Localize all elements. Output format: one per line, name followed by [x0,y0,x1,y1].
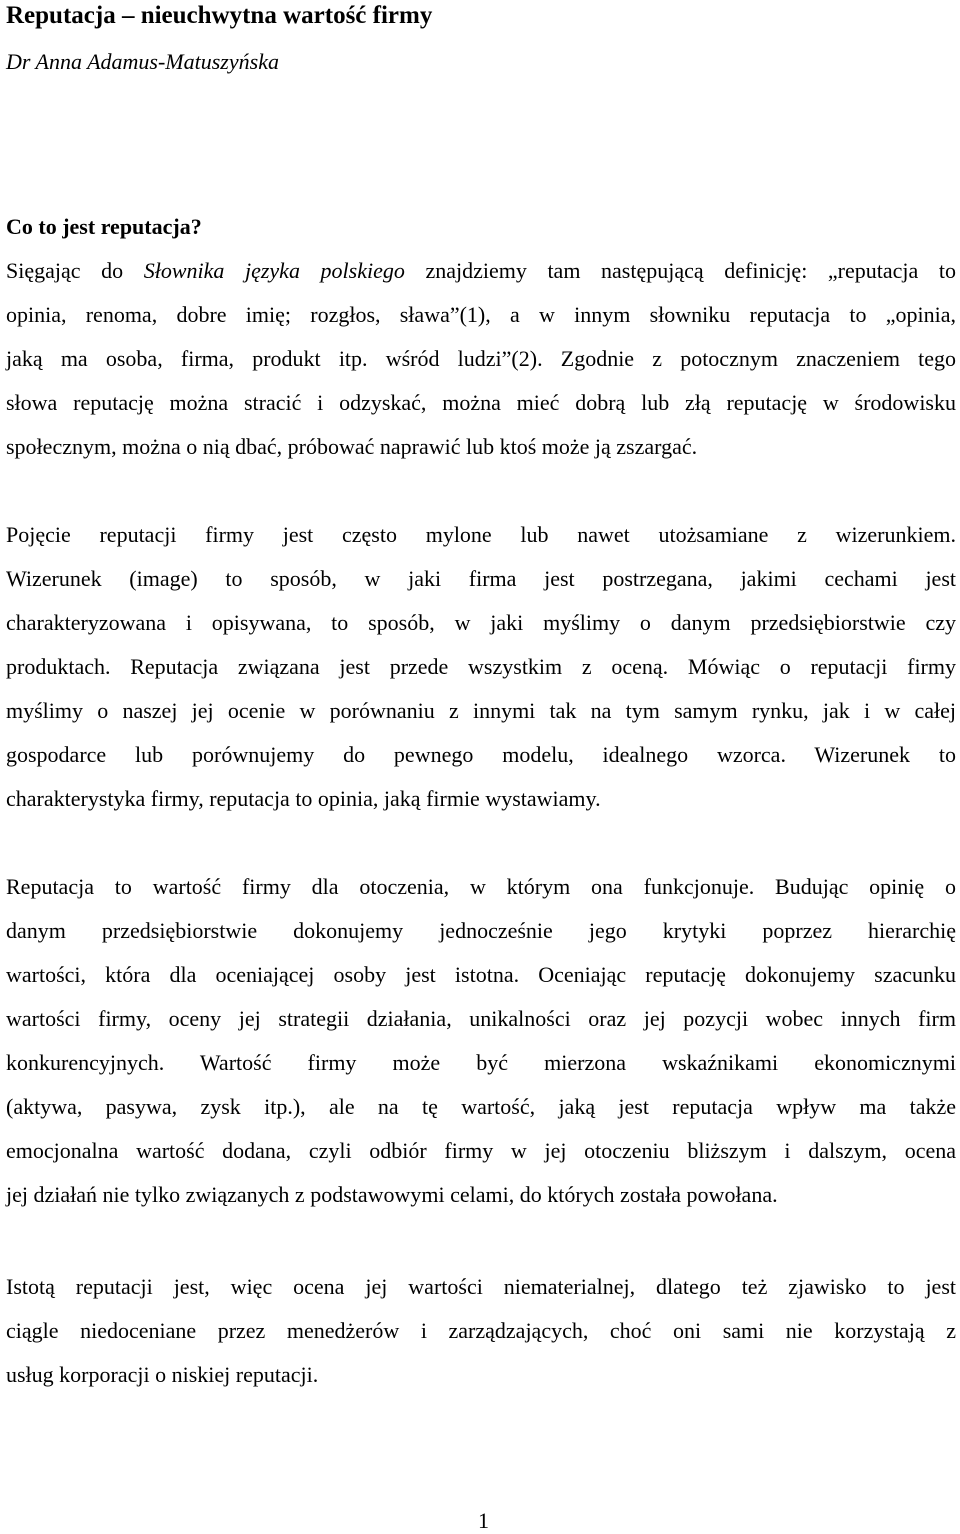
text-run: Sięgając do [6,258,144,283]
paragraph-line: konkurencyjnych. Wartość firmy może być mierzona wskaźnikami ekonomicznymi [6,1050,956,1075]
paragraph-definition [6,249,956,469]
paragraph-line: Istotą reputacji jest, więc ocena jej wartości niematerialnej, dlatego też zjawisko to jest [6,1274,956,1299]
paragraph-reputation-value [6,865,956,1217]
paragraph-line: społecznym, można o nią dbać, próbować naprawić lub ktoś może ją zszargać. [6,434,698,459]
paragraph-essence [6,1265,956,1397]
paragraph-line: myślimy o naszej jej ocenie w porównaniu z innymi tak na tym samym rynku, jak i w całej [6,698,956,723]
paragraph-line: ciągle niedoceniane przez menedżerów i zarządzających, choć oni sami nie korzystają z [6,1318,956,1343]
paragraph-line: Pojęcie reputacji firmy jest często mylone lub nawet utożsamiane z wizerunkiem. [6,522,956,547]
paragraph-line: wartości, która dla oceniającej osoby jest istotna. Oceniając reputację dokonujemy szacunku [6,962,956,987]
paragraph-line: Reputacja to wartość firmy dla otoczenia, w którym ona funkcjonuje. Budując opinię o [6,874,956,899]
paragraph-line: Wizerunek (image) to sposób, w jaki firma jest postrzegana, jakimi cechami jest [6,566,956,591]
paragraph-line: jaką ma osoba, firma, produkt itp. wśród ludzi”(2). Zgodnie z potocznym znaczeniem tego [6,346,956,371]
paragraph-line: usług korporacji o niskiej reputacji. [6,1362,319,1387]
document-author: Dr Anna Adamus-Matuszyńska [6,49,279,74]
page-number: 1 [478,1508,489,1533]
section-heading: Co to jest reputacja? [6,214,202,239]
paragraph-line: produktach. Reputacja związana jest przede wszystkim z oceną. Mówiąc o reputacji firmy [6,654,956,679]
document-title: Reputacja – nieuchwytna wartość firmy [6,2,433,29]
paragraph-line: (aktywa, pasywa, zysk itp.), ale na tę wartość, jaką jest reputacja wpływ ma także [6,1094,956,1119]
paragraph-line: jej działań nie tylko związanych z podstawowymi celami, do których została powołana. [6,1182,778,1207]
paragraph-line: gospodarce lub porównujemy do pewnego modelu, idealnego wzorca. Wizerunek to [6,742,956,767]
dictionary-title-italic: Słownika języka polskiego [143,258,405,283]
paragraph-line [6,249,956,293]
paragraph-image-vs-reputation [6,513,956,821]
paragraph-line: danym przedsiębiorstwie dokonujemy jednocześnie jego krytyki poprzez hierarchię [6,918,956,943]
paragraph-line: charakterystyka firmy, reputacja to opinia, jaką firmie wystawiamy. [6,786,601,811]
paragraph-line: charakteryzowana i opisywana, to sposób, w jaki myślimy o danym przedsiębiorstwie czy [6,610,956,635]
paragraph-line: emocjonalna wartość dodana, czyli odbiór firmy w jej otoczeniu bliższym i dalszym, ocena [6,1138,956,1163]
text-run: znajdziemy tam następującą definicję: „reputacja to [404,258,956,283]
paragraph-line: słowa reputację można stracić i odzyskać, można mieć dobrą lub złą reputację w środowisku [6,390,956,415]
paragraph-line: wartości firmy, oceny jej strategii działania, unikalności oraz jej pozycji wobec innych firm [6,1006,956,1031]
paragraph-line: opinia, renoma, dobre imię; rozgłos, sława”(1), a w innym słowniku reputacja to „opinia, [6,302,956,327]
